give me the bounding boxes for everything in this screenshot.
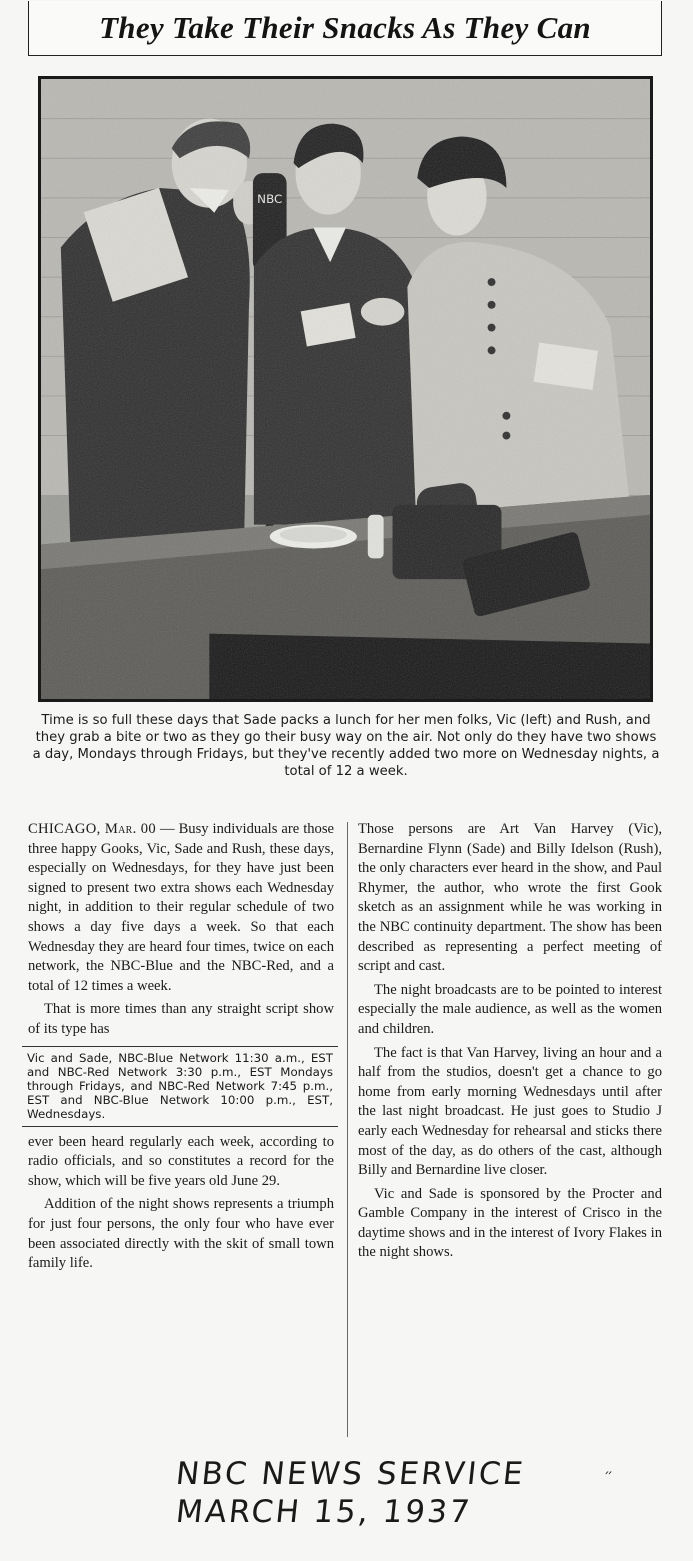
- paragraph-1-text: — Busy individuals are those three happy Gooks, Vic, Sade and Rush, these days, especially on Wednesdays, for they have just been signed to present two extra shows each Wednesday night, in addition to their regular schedule of two shows a day five days a week. So that each Wednesday they are heard four times, twice on each network, the NBC-Blue and the NBC-Red, and a total of 12 times a week.: [28, 821, 335, 994]
- article-paragraph: Those persons are Art Van Harvey (Vic), Bernardine Flynn (Sade) and Billy Idelson (Rush), the only characters ever heard in the show, and Paul Rhymer, the author, who wrote the first Gook sketch as an assignment while he was working in the NBC continuity department. The show has been described as representing a perfect meeting of script and cast.: [358, 821, 662, 975]
- article-paragraph: [28, 820, 334, 996]
- headline-box: [28, 1, 662, 56]
- schedule-box: Vic and Sade, NBC-Blue Network 11:30 a.m., EST and NBC-Red Network 3:30 p.m., EST Mondays through Fridays, and NBC-Red Network 7:45 p.m., EST and NBC-Blue Network 10:00 p.m., EST, Wednesdays.: [22, 1046, 338, 1127]
- article-paragraph: ever been heard regularly each week, according to radio officials, and so constitutes a record for the show, which will be five years old June 29.: [28, 1133, 334, 1189]
- article-paragraph: Addition of the night shows represents a triumph for just four persons, the only four who have ever been associated directly with the skit of small town family life.: [28, 1196, 334, 1272]
- article-paragraph: The night broadcasts are to be pointed to interest especially the male audience, as well as the women and children.: [358, 981, 662, 1037]
- photo-caption: Time is so full these days that Sade packs a lunch for her men folks, Vic (left) and Rush, and they grab a bite or two as they go their busy way on the air. Not only do they have two shows a day, Mondays through Fridays, but they've recently added two more on Wednesday nights, a total of 12 a week.: [32, 713, 660, 779]
- article-column-left: [28, 820, 334, 1278]
- dateline: CHICAGO, Mar. 00: [28, 821, 157, 837]
- article-paragraph: Vic and Sade is sponsored by the Procter and Gamble Company in the interest of Crisco in the daytime shows and in the interest of Ivory Flakes in the night shows.: [358, 1185, 662, 1261]
- headline: They Take Their Snacks As They Can: [99, 10, 591, 45]
- handwritten-date: MARCH 15, 1937: [174, 1494, 474, 1530]
- pen-mark: ״: [604, 1467, 614, 1483]
- article-paragraph: That is more times than any straight script show of its type has: [28, 1001, 334, 1037]
- column-divider: [347, 822, 348, 1437]
- article-paragraph: The fact is that Van Harvey, living an hour and a half from the studios, doesn't get a chance to go home from early morning Wednesdays until after the last night broadcast. He just goes to Studio J early each Wednesday for rehearsal and sticks there most of the day, as do others of the cast, although Billy and Bernardine live closer.: [358, 1044, 662, 1179]
- radio-studio-photo: [38, 76, 653, 702]
- handwritten-source: NBC NEWS SERVICE: [174, 1456, 527, 1492]
- article-column-right: [358, 820, 662, 1267]
- photo-illustration: [41, 79, 650, 699]
